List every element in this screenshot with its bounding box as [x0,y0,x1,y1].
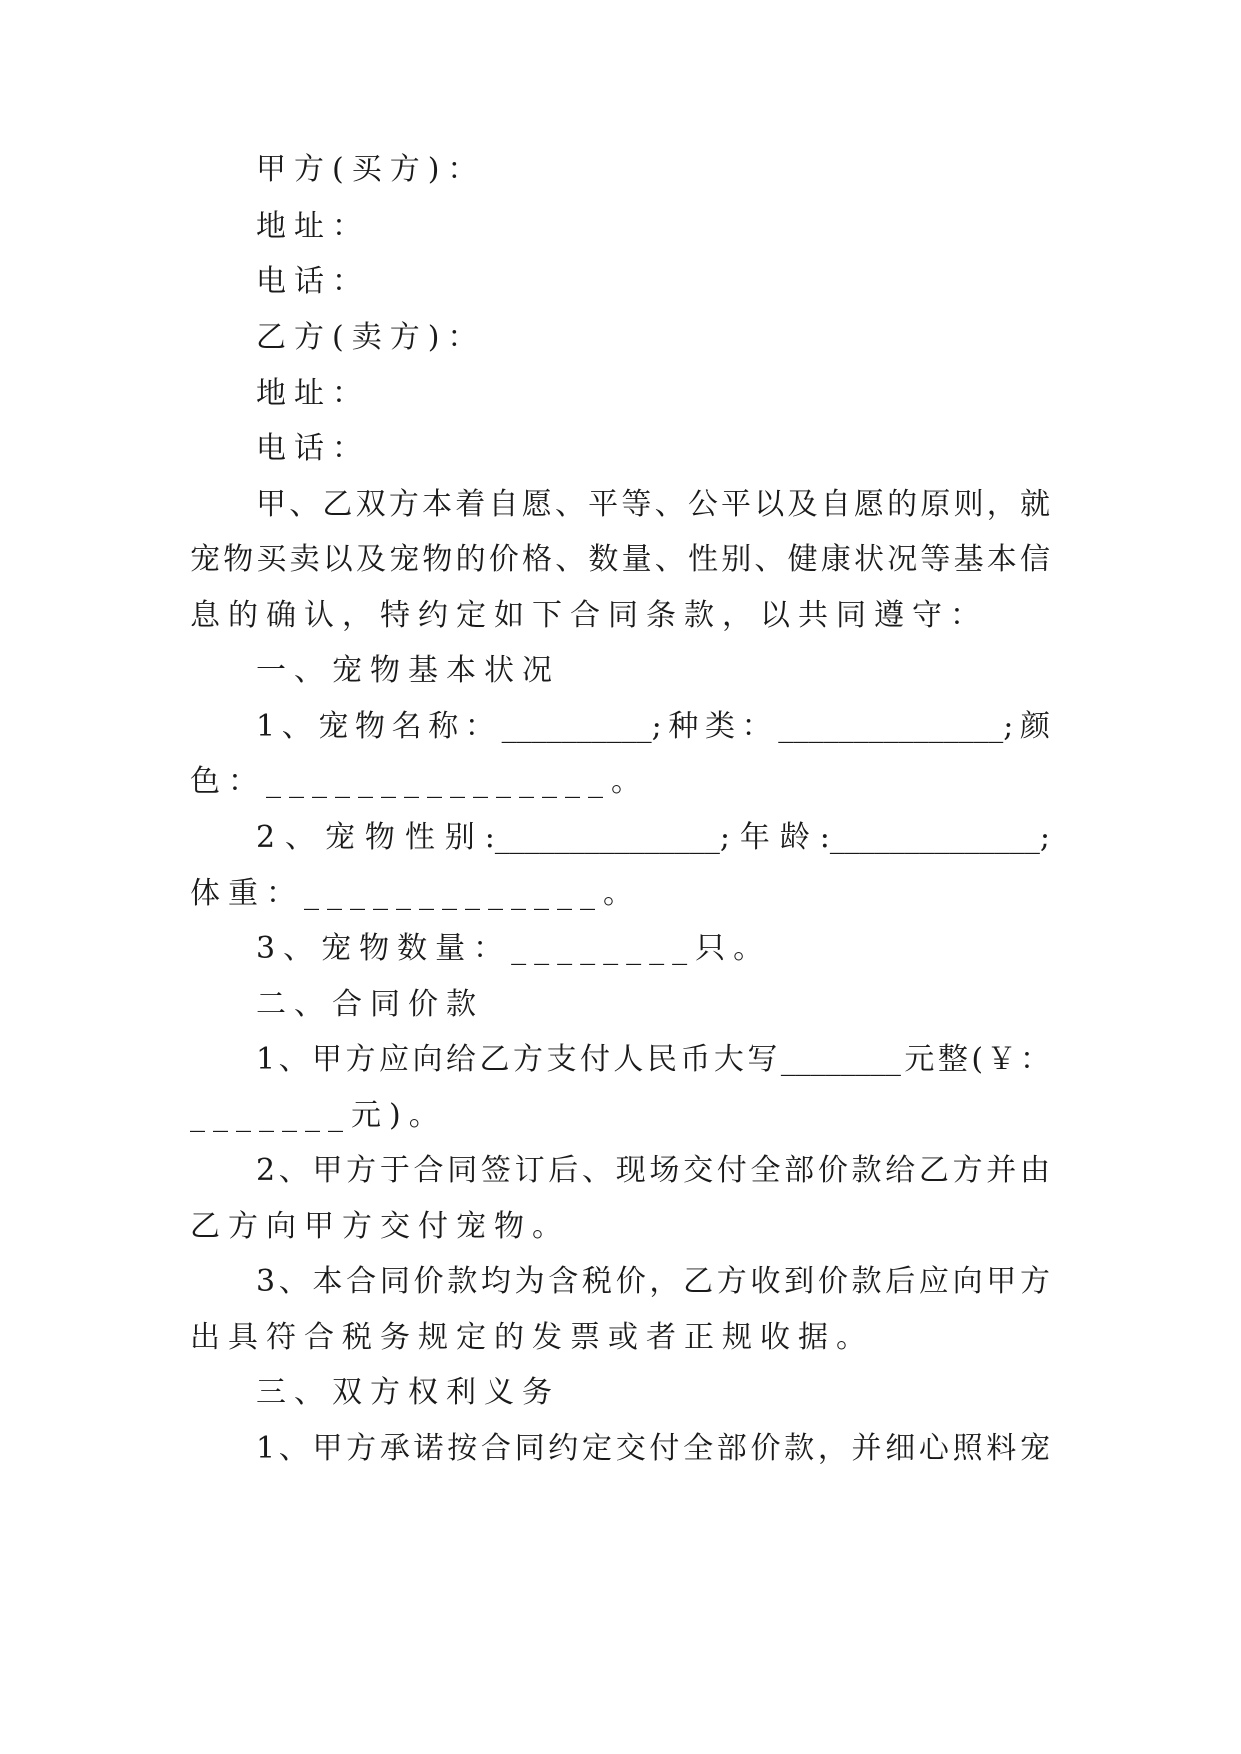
section-heading-pet-status: 一、宠物基本状况 [256,653,560,688]
preamble-line-2: 宠物买卖以及宠物的价格、数量、性别、健康状况等基本信 [190,542,1050,577]
pet-weight-line: 体重：_____________。 [190,876,641,911]
price-line-1: 1、甲方应向给乙方支付人民币大写________元整(￥： [256,1042,1050,1077]
section-heading-rights-obligations: 三、双方权利义务 [256,1375,560,1410]
price-line-2: _______元)。 [190,1098,447,1133]
tax-line-1: 3、本合同价款均为含税价，乙方收到价款后应向甲方 [256,1264,1050,1299]
preamble-line-1: 甲、乙双方本着自愿、平等、公平以及自愿的原则，就 [256,487,1050,522]
pet-color-line: 色：_______________。 [190,764,649,799]
party-b-phone-label: 电话： [256,431,370,466]
pet-gender-line: 2、宠物性别:_______________;年龄:______________; [256,820,1050,855]
pet-quantity-line: 3、宠物数量：________只。 [256,931,772,966]
section-heading-price: 二、合同价款 [256,987,484,1022]
obligation-line-1: 1、甲方承诺按合同约定交付全部价款，并细心照料宠 [256,1431,1050,1466]
payment-line-2: 乙方向甲方交付宠物。 [190,1209,570,1244]
party-b-label: 乙方(卖方)： [256,320,486,355]
party-a-address-label: 地址： [256,209,370,244]
preamble-line-3: 息的确认，特约定如下合同条款，以共同遵守： [190,598,988,633]
party-b-address-label: 地址： [256,376,370,411]
pet-name-line: 1、宠物名称：__________;种类：_______________;颜 [256,709,1050,744]
party-a-label: 甲方(买方)： [256,152,486,187]
tax-line-2: 出具符合税务规定的发票或者正规收据。 [190,1320,874,1355]
party-a-phone-label: 电话： [256,264,370,299]
payment-line-1: 2、甲方于合同签订后、现场交付全部价款给乙方并由 [256,1153,1050,1188]
